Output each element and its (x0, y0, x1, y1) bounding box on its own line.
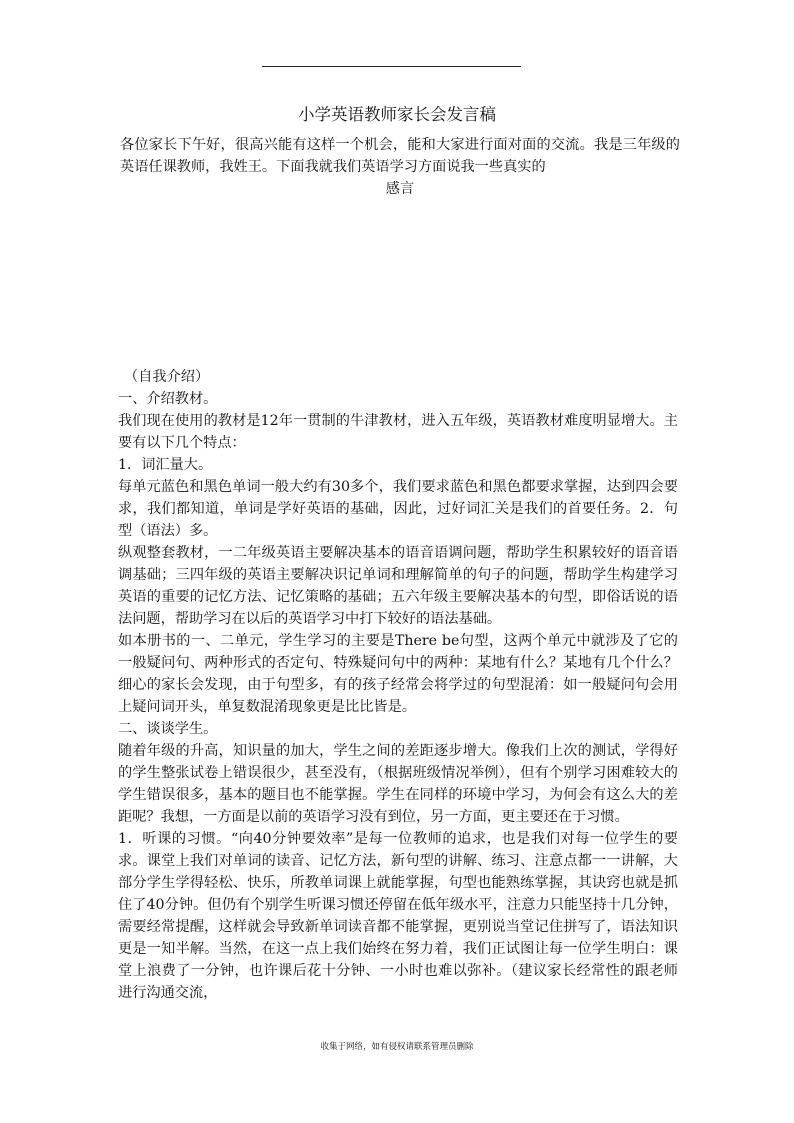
paragraph-vocabulary: 每单元蓝色和黑色单词一般大约有30多个，我们要求蓝色和黑色都要求掌握，达到四会要求，我们都知道，单词是学好英语的基础，因此，过好词汇关是我们的首要任务。2．句型（语法）多。 (118, 479, 678, 539)
header-rule (262, 66, 521, 67)
subheading-vocabulary: 1．词汇量大。 (118, 457, 213, 473)
document-body (118, 366, 678, 1004)
intro-last-line: 感言 (385, 181, 415, 197)
paragraph-there-be: 如本册书的一、二单元，学生学习的主要是There be句型，这两个单元中就涉及了它的一般疑问句、两种形式的否定句、特殊疑问句中的两种：某地有什么？某地有几个什么？细心的家长会发现，由于句型多，有的孩子经常会将学过的句型混淆：如一般疑问句会用上疑问词开头，单复数混淆现象更是比比皆是。 (118, 633, 678, 715)
heading-textbook: 一、介绍教材。 (118, 391, 218, 407)
paragraph-self-intro: （自我介绍） (124, 369, 210, 385)
paragraph-grammar-overview: 纵观整套教材，一二年级英语主要解决基本的语音语调问题，帮助学生积累较好的语音语调基础；三四年级的英语主要解决识记单词和理解简单的句子的问题，帮助学生构建学习英语的重要的记忆方法、记忆策略的基础；五六年级主要解决基本的句型，即俗话说的语法问题，帮助学习在以后的英语学习中打下较好的语法基础。 (118, 545, 678, 627)
paragraph-students: 随着年级的升高，知识量的加大，学生之间的差距逐步增大。像我们上次的测试，学得好的学生整张试卷上错误很少，甚至没有，（根据班级情况举例），但有个别学习困难较大的学生错误很多，基本的题目也不能掌握。学生在同样的环境中学习，为何会有这么大的差距呢？我想，一方面是以前的英语学习没有到位，另一方面，更主要还在于习惯。 (118, 743, 678, 825)
heading-students: 二、谈谈学生。 (118, 721, 218, 737)
paragraph-textbook: 我们现在使用的教材是12年一贯制的牛津教材，进入五年级，英语教材难度明显增大。主要有以下几个特点： (118, 413, 678, 451)
intro-paragraph (120, 134, 680, 200)
intro-text: 各位家长下午好，很高兴能有这样一个机会，能和大家进行面对面的交流。我是三年级的英语任课教师，我姓王。下面我就我们英语学习方面说我一些真实的 (120, 137, 680, 175)
footer-notice: 收集于网络，如有侵权请联系管理员删除 (320, 1042, 474, 1052)
paragraph-listening-habit: 1．听课的习惯。“向40分钟要效率”是每一位教师的追求，也是我们对每一位学生的要求。课堂上我们对单词的读音、记忆方法，新句型的讲解、练习、注意点都一一讲解，大部分学生学得轻松、快乐，所教单词课上就能掌握，句型也能熟练掌握，其诀窍也就是抓住了40分钟。但仍有个别学生听课习惯还停留在低年级水平，注意力只能坚持十几分钟，需要经常提醒，这样就会导致新单词读音都不能掌握，更别说当堂记住拼写了，语法知识更是一知半解。当然，在这一点上我们始终在努力着，我们正试图让每一位学生明白：课堂上浪费了一分钟，也许课后花十分钟、一小时也难以弥补。（建议家长经常性的跟老师进行沟通交流， (118, 831, 678, 1001)
document-title: 小学英语教师家长会发言稿 (298, 105, 496, 124)
